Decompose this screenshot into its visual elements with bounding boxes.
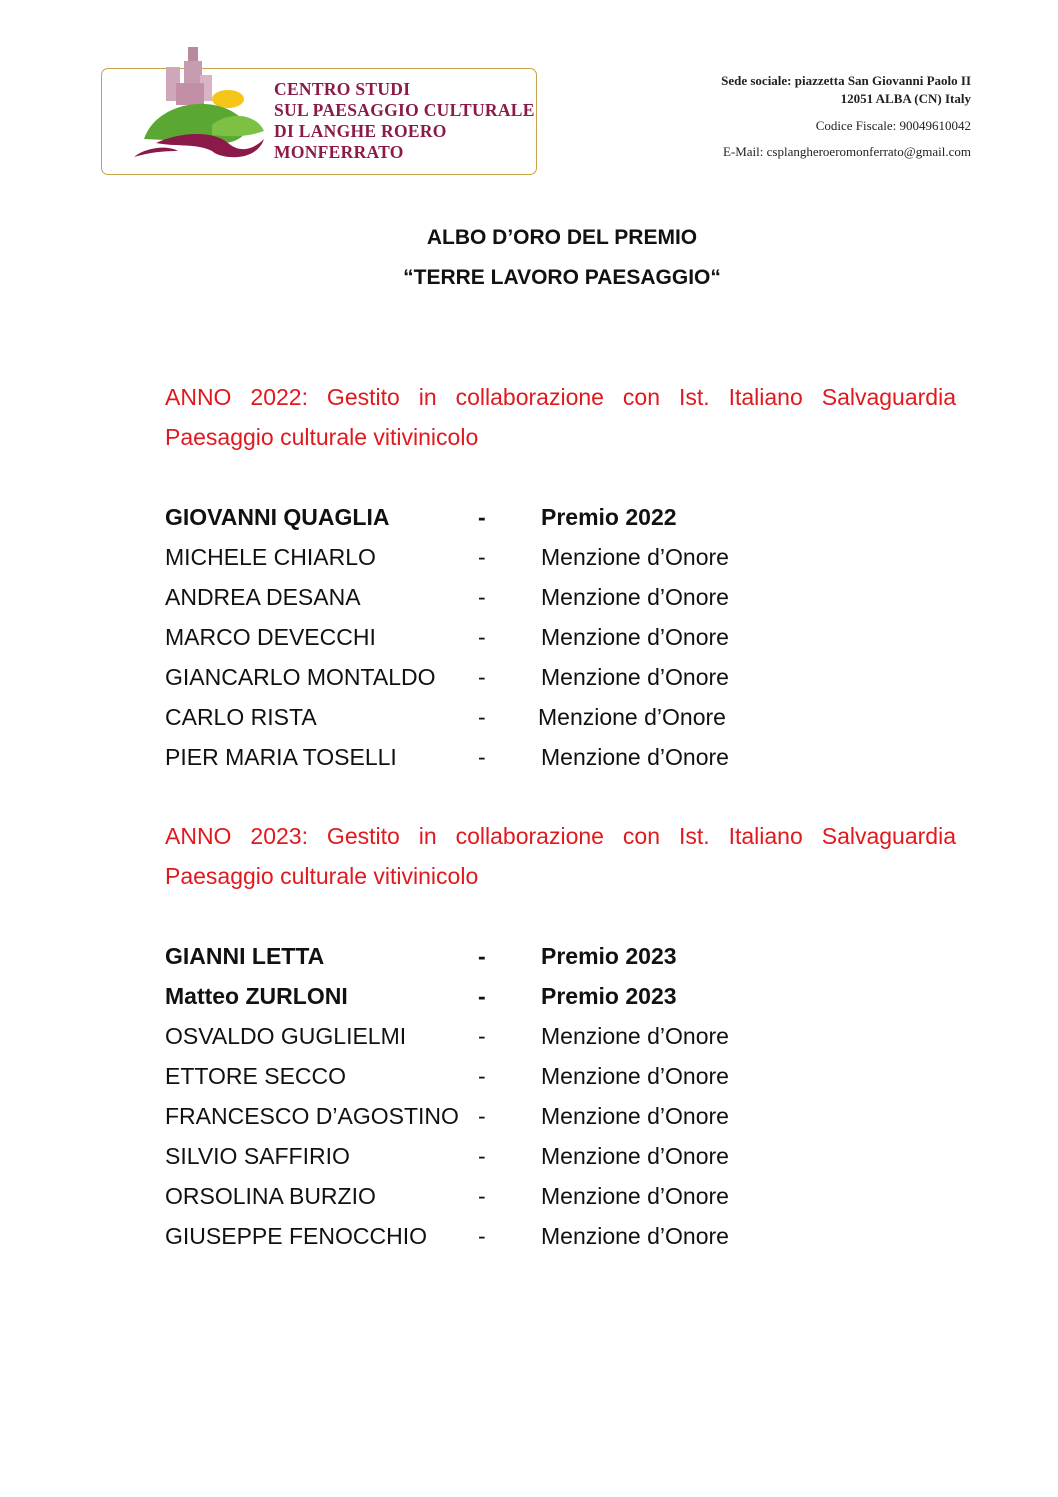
recipient-name: GIUSEPPE FENOCCHIO bbox=[165, 1223, 427, 1249]
award-label: Menzione d’Onore bbox=[541, 1063, 729, 1089]
recipient-name: FRANCESCO D’AGOSTINO bbox=[165, 1103, 459, 1129]
recipient-name: ETTORE SECCO bbox=[165, 1063, 347, 1089]
fiscal-code: Codice Fiscale: 90049610042 bbox=[815, 118, 971, 133]
logo-line: DI LANGHE ROERO bbox=[274, 121, 447, 141]
award-label: Premio 2023 bbox=[541, 983, 677, 1009]
page-subtitle: “TERRE LAVORO PAESAGGIO“ bbox=[403, 266, 721, 289]
separator: - bbox=[478, 1023, 486, 1049]
award-label: Menzione d’Onore bbox=[541, 1183, 729, 1209]
page-title: ALBO D’ORO DEL PREMIO bbox=[426, 226, 698, 249]
recipient-name: PIER MARIA TOSELLI bbox=[165, 744, 397, 770]
award-label: Menzione d’Onore bbox=[541, 584, 729, 610]
recipient-name: MICHELE CHIARLO bbox=[165, 544, 376, 570]
separator: - bbox=[478, 983, 486, 1009]
separator: - bbox=[478, 504, 486, 530]
separator: - bbox=[478, 744, 486, 770]
logo-text bbox=[274, 79, 535, 163]
separator: - bbox=[478, 664, 486, 690]
recipient-name: GIANCARLO MONTALDO bbox=[165, 664, 436, 690]
section-heading-2022: ANNO 2022: Gestito in collaborazione con Ist. Italiano Salvaguardia Paesaggio culturale vitivinicolo bbox=[165, 384, 956, 450]
separator: - bbox=[478, 1103, 486, 1129]
award-label: Menzione d’Onore bbox=[541, 1023, 729, 1049]
award-label: Menzione d’Onore bbox=[541, 624, 729, 650]
separator: - bbox=[478, 1063, 486, 1089]
separator: - bbox=[478, 943, 486, 969]
separator: - bbox=[478, 1223, 486, 1249]
separator: - bbox=[478, 1143, 486, 1169]
logo-line: MONFERRATO bbox=[274, 142, 404, 162]
logo-line: SUL PAESAGGIO CULTURALE bbox=[274, 100, 535, 120]
landscape-logo-icon bbox=[116, 47, 266, 167]
recipient-name: ANDREA DESANA bbox=[165, 584, 361, 610]
separator: - bbox=[478, 584, 486, 610]
contact-info bbox=[721, 72, 971, 160]
award-label: Menzione d’Onore bbox=[541, 1103, 729, 1129]
award-label: Menzione d’Onore bbox=[541, 744, 729, 770]
recipient-name: MARCO DEVECCHI bbox=[165, 624, 376, 650]
separator: - bbox=[478, 704, 486, 730]
recipient-name: ORSOLINA BURZIO bbox=[165, 1183, 376, 1209]
separator: - bbox=[478, 1183, 486, 1209]
recipient-name: GIANNI LETTA bbox=[165, 943, 325, 969]
award-label: Menzione d’Onore bbox=[541, 544, 729, 570]
separator: - bbox=[478, 624, 486, 650]
section-heading-2023: ANNO 2023: Gestito in collaborazione con Ist. Italiano Salvaguardia Paesaggio culturale vitivinicolo bbox=[165, 823, 956, 889]
recipient-name: GIOVANNI QUAGLIA bbox=[165, 504, 390, 530]
award-label: Menzione d’Onore bbox=[538, 704, 726, 730]
logo bbox=[101, 68, 537, 175]
award-label: Premio 2022 bbox=[541, 504, 677, 530]
recipient-name: Matteo ZURLONI bbox=[165, 983, 348, 1009]
award-label: Menzione d’Onore bbox=[541, 1143, 729, 1169]
email-address: E-Mail: csplangheroeromonferrato@gmail.com bbox=[722, 144, 971, 159]
logo-line: CENTRO STUDI bbox=[274, 79, 411, 99]
separator: - bbox=[478, 544, 486, 570]
city-address: 12051 ALBA (CN) Italy bbox=[840, 91, 971, 106]
recipient-name: OSVALDO GUGLIELMI bbox=[165, 1023, 407, 1049]
recipient-name: SILVIO SAFFIRIO bbox=[165, 1143, 350, 1169]
award-label: Premio 2023 bbox=[541, 943, 677, 969]
recipient-name: CARLO RISTA bbox=[165, 704, 317, 730]
award-label: Menzione d’Onore bbox=[541, 664, 729, 690]
award-label: Menzione d’Onore bbox=[541, 1223, 729, 1249]
sede-address: Sede sociale: piazzetta San Giovanni Paolo II bbox=[721, 73, 971, 88]
